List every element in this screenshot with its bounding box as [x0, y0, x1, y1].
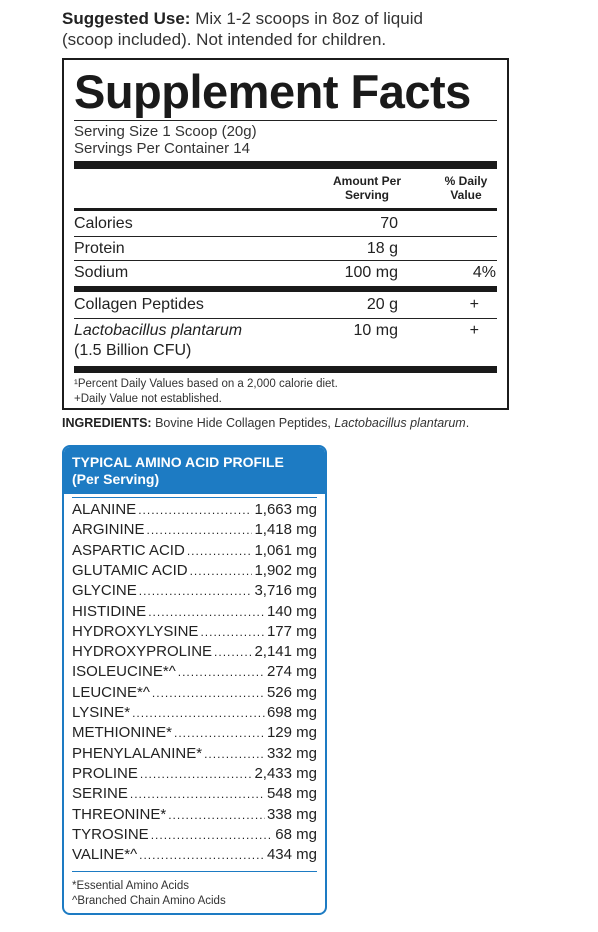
dot-leader [178, 665, 265, 679]
amino-name: GLUTAMIC ACID [72, 561, 188, 579]
dot-leader [174, 726, 265, 740]
amino-row [72, 745, 317, 765]
amount-per-serving-header [322, 174, 412, 202]
dot-leader [204, 747, 265, 761]
amino-name: LEUCINE*^ [72, 683, 150, 701]
rule [74, 236, 497, 237]
amino-row [72, 582, 317, 602]
amino-name: LYSINE* [72, 704, 131, 721]
amino-name: ARGININE [72, 521, 145, 539]
amino-value: 68 mg [275, 825, 317, 843]
amino-row [72, 765, 317, 785]
amino-name: THREONINE* [72, 805, 167, 823]
dot-leader [139, 848, 265, 862]
amino-acid-profile [62, 445, 327, 915]
dot-leader [214, 645, 252, 659]
row-label: Sodium [74, 264, 129, 281]
suggested-use-text-2: (scoop included). Not intended for children. [62, 30, 387, 49]
amino-value: 526 mg [266, 683, 317, 701]
amino-value: 338 mg [266, 805, 317, 823]
amino-name: ISOLEUCINE*^ [72, 663, 176, 681]
amino-value: 698 mg [266, 704, 317, 721]
row-amount: 70 [380, 215, 398, 232]
ingredients-end: . [465, 416, 470, 430]
row-label: Calories [74, 215, 133, 232]
amino-subtitle: (Per Serving) [72, 471, 160, 487]
amount-header-line1: Amount Per [332, 174, 401, 188]
row-label: Lactobacillus plantarum [74, 322, 243, 339]
medium-rule [74, 208, 497, 211]
dv-header-line2: Value [450, 188, 482, 202]
thick-rule [74, 161, 497, 169]
supplement-facts-panel [62, 58, 509, 410]
amino-value: 1,418 mg [254, 521, 317, 539]
ingredients [62, 416, 469, 430]
amino-name: ASPARTIC ACID [72, 541, 185, 559]
amino-name: HYDROXYPROLINE [72, 643, 213, 661]
row-label: Collagen Peptides [74, 296, 204, 313]
footnote-not-established: +Daily Value not established. [74, 393, 222, 405]
amino-row [72, 562, 317, 582]
amino-value: 2,433 mg [254, 764, 317, 782]
amino-row [72, 724, 317, 744]
row-amount: 10 mg [353, 322, 398, 339]
amino-row [72, 785, 317, 805]
amino-row [72, 501, 317, 521]
rule [74, 120, 497, 121]
amino-row [72, 846, 317, 866]
amino-row [72, 603, 317, 623]
dot-leader [139, 584, 253, 598]
amino-name: HYDROXYLYSINE [72, 622, 199, 640]
rule [74, 260, 497, 261]
amino-value: 332 mg [266, 744, 317, 762]
amino-row [72, 663, 317, 683]
dot-leader [140, 767, 253, 781]
suggested-use [62, 8, 582, 50]
dot-leader [168, 808, 265, 822]
dot-leader [200, 625, 265, 639]
amino-name: TYROSINE [72, 825, 149, 843]
amino-row [72, 542, 317, 562]
essential-note: *Essential Amino Acids [72, 880, 189, 892]
dot-leader [152, 686, 265, 700]
ingredients-text: Bovine Hide Collagen Peptides, [151, 416, 335, 430]
suggested-use-label: Suggested Use: [62, 9, 191, 28]
row-daily-value: + [469, 322, 479, 339]
amino-name: HISTIDINE [72, 602, 147, 620]
thick-rule [74, 366, 497, 373]
rule [72, 497, 317, 498]
amino-value: 1,663 mg [254, 501, 317, 518]
amino-row [72, 806, 317, 826]
amino-value: 1,902 mg [254, 561, 317, 579]
amino-name: PROLINE [72, 764, 138, 782]
rule [74, 318, 497, 319]
amino-title: TYPICAL AMINO ACID PROFILE [72, 454, 284, 470]
row-label: Protein [74, 240, 125, 257]
dot-leader [190, 564, 253, 578]
row-amount: 20 g [366, 296, 398, 313]
amino-value: 140 mg [266, 602, 317, 620]
dot-leader [151, 828, 274, 842]
servings-per-container: Servings Per Container 14 [74, 140, 250, 157]
daily-value-header [436, 174, 496, 202]
amino-row [72, 623, 317, 643]
ingredients-label: INGREDIENTS: [62, 416, 152, 430]
dv-header-line1: % Daily [444, 174, 488, 188]
amino-value: 177 mg [266, 622, 317, 640]
dot-leader [138, 503, 252, 517]
amino-name: METHIONINE* [72, 724, 173, 742]
row-daily-value: 4% [472, 264, 496, 281]
dot-leader [147, 523, 253, 537]
rule [72, 871, 317, 872]
row-label-sub: (1.5 Billion CFU) [74, 342, 192, 359]
amino-value: 274 mg [266, 663, 317, 681]
amino-value: 129 mg [266, 724, 317, 742]
amino-value: 548 mg [266, 785, 317, 803]
amino-name: GLYCINE [72, 582, 137, 600]
amino-value: 2,141 mg [254, 643, 317, 661]
amino-row [72, 826, 317, 846]
dot-leader [187, 544, 253, 558]
bcaa-note: ^Branched Chain Amino Acids [72, 895, 226, 907]
facts-title: Supplement Facts [74, 65, 471, 118]
footnote-daily-values: ¹Percent Daily Values based on a 2,000 calorie diet. [74, 378, 338, 390]
amino-row [72, 684, 317, 704]
row-daily-value: + [469, 296, 479, 313]
amount-header-line2: Serving [344, 188, 389, 202]
thick-rule [74, 286, 497, 292]
amino-row [72, 643, 317, 663]
ingredients-italic: Lactobacillus plantarum [334, 416, 466, 430]
amino-value: 1,061 mg [254, 541, 317, 559]
amino-header [64, 447, 325, 494]
amino-row [72, 521, 317, 541]
amino-row [72, 704, 317, 724]
amino-name: PHENYLALANINE* [72, 744, 203, 762]
suggested-use-text: Mix 1-2 scoops in 8oz of liquid [190, 9, 423, 28]
row-amount: 18 g [366, 240, 398, 257]
row-amount: 100 mg [344, 264, 398, 281]
amino-name: VALINE*^ [72, 846, 138, 864]
amino-value: 3,716 mg [254, 582, 317, 600]
dot-leader [132, 706, 265, 720]
serving-size: Serving Size 1 Scoop (20g) [74, 123, 257, 140]
amino-name: ALANINE [72, 501, 137, 518]
amino-value: 434 mg [266, 846, 317, 864]
amino-name: SERINE [72, 785, 128, 803]
dot-leader [148, 605, 265, 619]
dot-leader [130, 787, 265, 801]
